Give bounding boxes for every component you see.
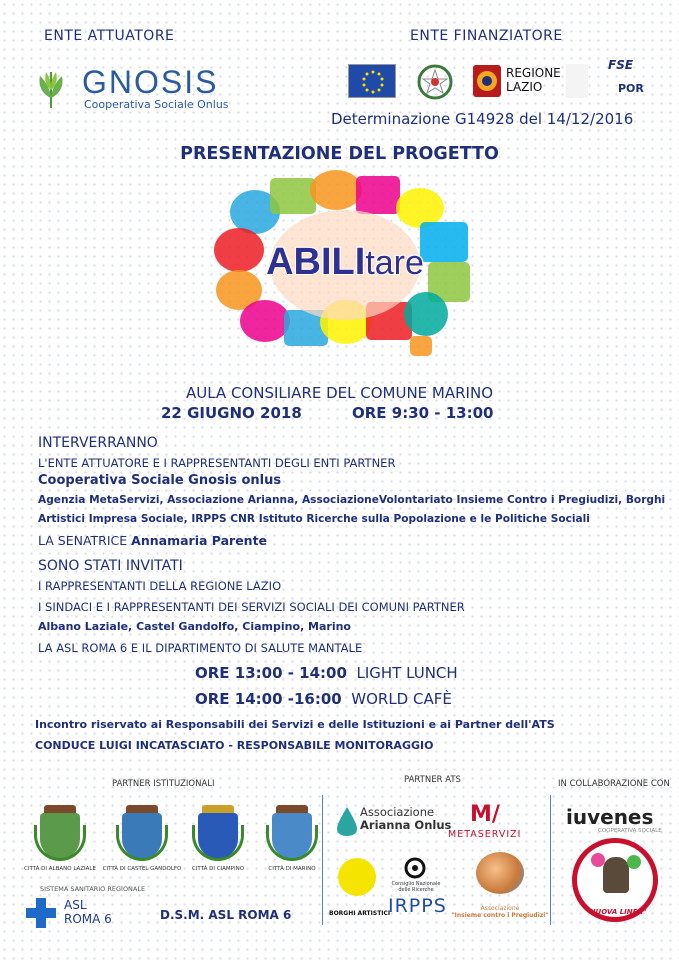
senatrice-prefix: LA SENATRICE	[38, 533, 128, 548]
footer-divider	[322, 795, 323, 925]
insieme-text	[450, 905, 550, 919]
page-title: PRESENTAZIONE DEL PROGETTO	[180, 144, 499, 164]
footer-divider	[550, 795, 551, 925]
partner-ats-label: PARTNER ATS	[404, 775, 461, 785]
dsm-text: D.S.M. ASL ROMA 6	[160, 908, 292, 922]
asl-line2: ROMA 6	[64, 912, 112, 926]
logo-bubble	[356, 176, 400, 214]
metaservizi-text: METASERVIZI	[448, 829, 522, 840]
schedule-item	[195, 664, 458, 682]
regione-logo-bars	[566, 64, 588, 98]
logo-bubble	[404, 292, 448, 336]
regione-line2: LAZIO	[506, 80, 543, 94]
logo-bubble	[270, 178, 316, 214]
abilitare-logo	[210, 170, 480, 370]
borghi-text: BORGHI ARTISTICI	[329, 910, 391, 917]
arianna-line1: Associazione	[360, 805, 435, 819]
cnr-text	[390, 881, 442, 893]
repubblica-emblem-icon	[416, 62, 454, 102]
logo-bubble	[310, 170, 362, 210]
senatrice-name: Annamaria Parente	[131, 533, 268, 548]
invited-line4: LA ASL ROMA 6 E IL DIPARTIMENTO DI SALUTE MANTALE	[38, 641, 363, 655]
city-label: CITTÀ DI ALBANO LAZIALE	[24, 866, 96, 872]
por-fse-logo	[604, 58, 644, 104]
fse-label: FSE	[608, 58, 634, 72]
arianna-drop-icon	[334, 805, 360, 837]
schedule-time: ORE 14:00 -16:00	[195, 690, 342, 708]
iuvenes-logo-text: iuvenes	[566, 805, 654, 829]
borghi-logo-icon	[338, 858, 376, 896]
schedule-label: LIGHT LUNCH	[356, 664, 458, 682]
notes-line2: CONDUCE LUIGI INCATASCIATO - RESPONSABILE MONITORAGGIO	[35, 739, 434, 752]
ciampino-crest-icon	[188, 805, 248, 865]
insieme-line1: Associazione	[480, 905, 520, 912]
asl-cross-icon	[26, 898, 56, 928]
metaservizi-mark-icon: M/	[470, 802, 500, 827]
nuova-linea-text: "NUOVA LINEA"	[586, 908, 647, 916]
speakers-line3: Agenzia MetaServizi, Associazione Arianna, AssociazioneVolontariato Insieme Contro i Pregiudizi, Borghi	[38, 494, 666, 506]
gnosis-logo-text: GNOSIS	[82, 64, 219, 100]
castel-gandolfo-crest-icon	[112, 805, 172, 865]
logo-bubble	[240, 300, 290, 342]
insieme-logo-icon	[476, 852, 524, 894]
tree-icon	[603, 857, 629, 893]
collaborazione-label: IN COLLABORAZIONE CON	[558, 779, 670, 789]
ente-finanziatore-label: ENTE FINANZIATORE	[410, 28, 563, 44]
leaf-dot	[591, 853, 605, 867]
gnosis-subtitle: Cooperativa Sociale Onlus	[84, 98, 229, 111]
schedule-time: ORE 13:00 - 14:00	[195, 664, 347, 682]
notes-line1: Incontro riservato ai Responsabili dei Servizi e delle Istituzioni e ai Partner dell'ATS	[35, 718, 555, 731]
venue-text: AULA CONSILIARE DEL COMUNE MARINO	[185, 384, 494, 402]
por-label: POR	[618, 82, 644, 95]
speakers-line2: Cooperativa Sociale Gnosis onlus	[38, 473, 282, 488]
city-label: CITTÀ DI CIAMPINO	[191, 866, 245, 872]
invited-line2: I SINDACI E I RAPPRESENTANTI DEI SERVIZI SOCIALI DEI COMUNI PARTNER	[38, 600, 465, 614]
regione-lazio-emblem-icon	[472, 64, 502, 98]
speakers-heading: INTERVERRANNO	[38, 435, 158, 451]
senatrice-line	[38, 533, 267, 548]
ente-attuatore-label: ENTE ATTUATORE	[44, 28, 175, 44]
arianna-logo-text	[360, 806, 451, 832]
cnr-line2: delle Ricerche	[398, 887, 434, 893]
determinazione-text: Determinazione G14928 del 14/12/2016	[331, 110, 634, 128]
schedule-item	[195, 690, 452, 708]
cnr-line1: Consiglio Nazionale	[391, 881, 441, 887]
city-label: CITTÀ DI CASTEL GANDOLFO	[102, 866, 182, 872]
regione-line1: REGIONE	[506, 66, 561, 80]
irpps-text: IRPPS	[388, 895, 447, 917]
gnosis-leaf-icon	[34, 68, 68, 110]
event-time: ORE 9:30 - 13:00	[352, 404, 494, 422]
insieme-line2: "Insieme contro i Pregiudizi"	[451, 912, 549, 919]
logo-text-abili: ABILI	[266, 241, 366, 283]
partner-istituzionali-label: PARTNER ISTITUZIONALI	[112, 779, 215, 789]
city-label: CITTÀ DI MARINO	[268, 866, 316, 872]
speakers-line1: L'ENTE ATTUATORE E I RAPPRESENTANTI DEGLI ENTI PARTNER	[38, 456, 396, 470]
albano-crest-icon	[30, 805, 90, 865]
logo-bubble	[410, 336, 432, 356]
logo-text-tare: tare	[365, 244, 424, 282]
schedule-label: WORLD CAFÈ	[351, 690, 452, 708]
eu-flag-icon	[348, 64, 396, 98]
leaf-dot	[627, 855, 641, 869]
regione-lazio-text	[506, 66, 561, 94]
speakers-line4: Artistici Impresa Sociale, IRPPS CNR Istituto Ricerche sulla Popolazione e le Politiche Sociali	[38, 513, 590, 525]
abilitare-logo-text	[214, 242, 476, 283]
cnr-logo-icon	[404, 857, 426, 879]
invited-line1: I RAPPRESENTANTI DELLA REGIONE LAZIO	[38, 579, 282, 593]
event-date: 22 GIUGNO 2018	[161, 404, 302, 422]
asl-line1: ASL	[64, 898, 87, 912]
arianna-line2: Arianna Onlus	[360, 818, 452, 832]
invited-heading: SONO STATI INVITATI	[38, 558, 183, 574]
asl-logo-text	[64, 898, 112, 926]
iuvenes-sub: COOPERATIVA SOCIALE	[598, 828, 662, 834]
marino-crest-icon	[262, 805, 322, 865]
invited-line3: Albano Laziale, Castel Gandolfo, Ciampino, Marino	[38, 620, 351, 633]
sistema-sanitario-label: SISTEMA SANITARIO REGIONALE	[40, 885, 146, 893]
